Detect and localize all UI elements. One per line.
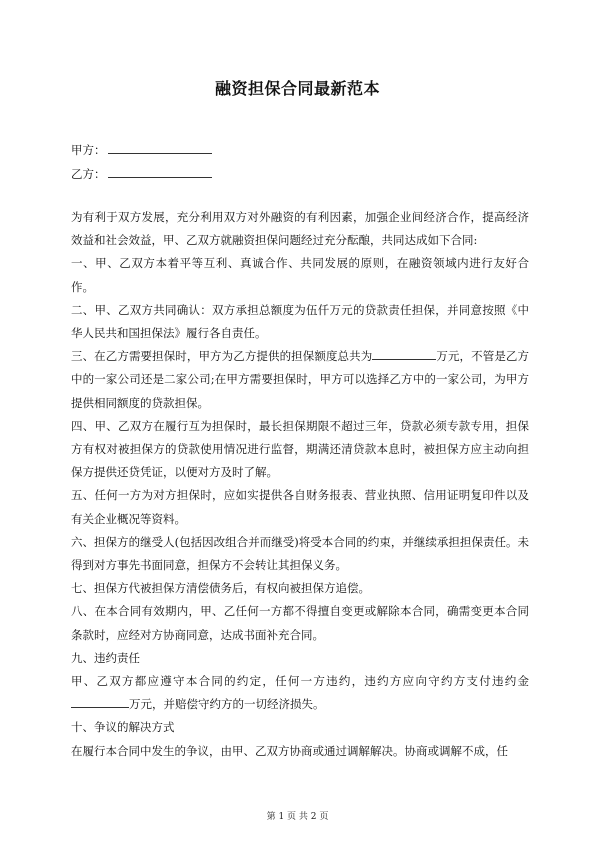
page-footer: 第 1 页 共 2 页 — [266, 812, 329, 822]
clause-10-heading: 十、争议的解决方式 — [71, 720, 175, 735]
party-b-line — [71, 165, 212, 182]
clause-3-part-b: 万元，不管是乙方中的一家公司还是二家公司;在甲方需要担保时，甲方可以选择乙方中的一家公司，为甲方提供相同额度的贷款担保。 — [71, 349, 530, 410]
clause-3 — [71, 345, 529, 415]
clause-9-heading: 九、违约责任 — [71, 650, 140, 665]
clause-3-part-a: 三、在乙方需要担保时，甲方为乙方提供的担保额度总共为 — [71, 349, 373, 364]
clause-4: 四、甲、乙双方在履行互为担保时，最长担保期限不超过三年，贷款必须专款专用，担保方有权对被担保方的贷款使用情况进行监督，期满还清贷款本息时，被担保方应主动向担保方提供还贷凭证，以便对方及时了解。 — [71, 418, 529, 480]
party-a-line — [71, 141, 212, 158]
clause-9-part-a: 甲、乙双方都应遵守本合同的约定，任何一方违约，违约方应向守约方支付违约金 — [71, 674, 529, 689]
clause-5: 五、任何一方为对方担保时，应如实提供各自财务报表、营业执照、信用证明复印件以及有关企业概况等资料。 — [71, 488, 529, 526]
page-title: 融资担保合同最新范本 — [214, 79, 380, 98]
clause-10-body: 在履行本合同中发生的争议，由甲、乙双方协商或通过调解解决。协商或调解不成，任 — [71, 743, 508, 758]
clause-9-body — [71, 670, 529, 716]
contract-body — [71, 206, 529, 763]
penalty-blank — [71, 693, 129, 708]
party-b-label: 乙方： — [71, 167, 106, 181]
party-a-blank — [108, 141, 212, 154]
clause-8: 八、在本合同有效期内，甲、乙任何一方都不得擅自变更或解除本合同，确需变更本合同条款时，应经对方协商同意，达成书面补充合同。 — [71, 604, 529, 642]
clause-9-part-b: 万元，并赔偿守约方的一切经济损失。 — [129, 697, 325, 712]
party-a-label: 甲方： — [71, 143, 106, 157]
party-b-blank — [108, 165, 212, 178]
amount-blank — [372, 345, 436, 360]
clause-2: 二、甲、乙双方共同确认：双方承担总额度为伍仟万元的贷款责任担保，并同意按照《中华人民共和国担保法》履行各自责任。 — [71, 302, 529, 341]
clause-7: 七、担保方代被担保方清偿债务后，有权向被担保方追偿。 — [71, 581, 370, 596]
clause-6: 六、担保方的继受人(包括因改组合并而继受)将受本合同的约束，并继续承担担保责任。未得到对方事先书面同意，担保方不会转让其担保义务。 — [71, 534, 529, 573]
clause-1: 一、甲、乙双方本着平等互利、真诚合作、共同发展的原则，在融资领域内进行友好合作。 — [71, 256, 529, 294]
intro-paragraph: 为有利于双方发展，充分利用双方对外融资的有利因素，加强企业间经济合作，提高经济效益和社会效益，甲、乙双方就融资担保问题经过充分酝酿，共同达成如下合同: — [71, 210, 529, 248]
